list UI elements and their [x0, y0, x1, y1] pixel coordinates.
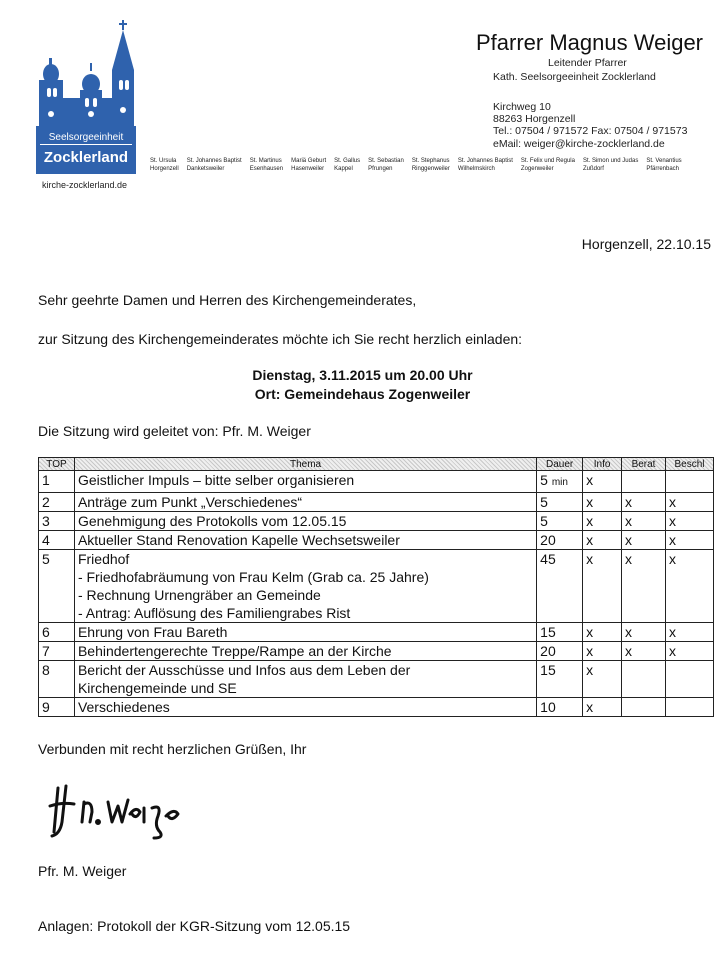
row-berat: x [622, 550, 666, 623]
row-beschl: x [666, 512, 714, 531]
row-dauer: 20 [537, 531, 583, 550]
parish-saint: St. Felix und Regula [520, 158, 575, 164]
row-beschl: x [666, 531, 714, 550]
row-top: 8 [39, 661, 75, 698]
row-dauer: 45 [537, 550, 583, 623]
row-beschl [666, 661, 714, 698]
parish-saint: St. Venantius [646, 158, 682, 164]
parish-item [521, 157, 575, 173]
row-info: x [583, 698, 622, 717]
parish-place: Horgenzell [150, 166, 179, 172]
row-berat: x [622, 642, 666, 661]
row-info: x [583, 550, 622, 623]
row-thema: Behindertengerechte Treppe/Rampe an der Kirche [74, 642, 536, 661]
parish-saint: St. Johannes Baptist [186, 158, 242, 164]
row-info: x [583, 661, 622, 698]
parish-saint: St. Stephanus [411, 158, 450, 164]
letter-date: Horgenzell, 22.10.15 [581, 236, 711, 252]
parish-item [368, 157, 404, 173]
row-berat: x [622, 623, 666, 642]
table-row [39, 698, 714, 717]
parish-item [291, 157, 326, 173]
row-info: x [583, 493, 622, 512]
row-dauer: 5 [537, 493, 583, 512]
invitation-text: zur Sitzung des Kirchengemeinderates möchte ich Sie recht herzlich einladen: [38, 331, 523, 347]
closing-text: Verbunden mit recht herzlichen Grüßen, Ihr [38, 741, 307, 757]
table-row [39, 642, 714, 661]
parish-saint: St. Ursula [150, 158, 177, 164]
row-berat [622, 661, 666, 698]
parish-item [583, 157, 638, 173]
row-dauer: 5 [537, 512, 583, 531]
row-berat [622, 698, 666, 717]
logo-line1: Seelsorgeeinheit [48, 132, 124, 143]
table-row [39, 661, 714, 698]
parish-place: Danketsweiler [186, 166, 225, 172]
row-info: x [583, 471, 622, 493]
sender-role: Leitender Pfarrer [548, 57, 627, 69]
row-berat: x [622, 531, 666, 550]
parish-place: Zußdorf [582, 166, 604, 172]
row-top: 7 [39, 642, 75, 661]
parish-item [250, 157, 283, 173]
row-thema: Aktueller Stand Renovation Kapelle Wechsetsweiler [74, 531, 536, 550]
parish-saint: St. Johannes Baptist [457, 158, 513, 164]
parish-saint: St. Simon und Judas [582, 158, 639, 164]
thema-subitem: - Antrag: Auflösung des Familiengrabes Rist [77, 605, 351, 621]
sender-city: 88263 Horgenzell [493, 113, 576, 125]
dauer-value: 5 [540, 472, 548, 488]
thema-subitem: - Rechnung Urnengräber an Gemeinde [77, 587, 321, 603]
chair-text: Die Sitzung wird geleitet von: Pfr. M. Weiger [38, 423, 311, 439]
row-top: 5 [39, 550, 75, 623]
thema-title: Friedhof [77, 551, 130, 567]
parish-saint: St. Martinus [249, 158, 282, 164]
handwritten-signature [48, 782, 198, 842]
row-top: 4 [39, 531, 75, 550]
row-beschl: x [666, 550, 714, 623]
sender-email: eMail: weiger@kirche-zocklerland.de [493, 138, 665, 150]
signature-name: Pfr. M. Weiger [38, 863, 127, 879]
row-top: 2 [39, 493, 75, 512]
logo-url: kirche-zocklerland.de [42, 180, 128, 190]
parish-place: Ringgenweiler [411, 166, 450, 172]
col-thema: Thema [74, 458, 536, 471]
sender-phone: Tel.: 07504 / 971572 Fax: 07504 / 971573 [493, 125, 688, 137]
parish-saint: St. Gallus [334, 158, 361, 164]
row-info: x [583, 642, 622, 661]
row-top: 1 [39, 471, 75, 493]
parish-place: Kappel [334, 166, 353, 172]
parish-place: Esenhausen [249, 166, 284, 172]
parish-item [334, 157, 360, 173]
sender-street: Kirchweg 10 [493, 101, 551, 113]
logo-line2: Zocklerland [43, 149, 129, 166]
row-info: x [583, 623, 622, 642]
row-thema [74, 550, 536, 623]
row-info: x [583, 531, 622, 550]
row-thema: Ehrung von Frau Bareth [74, 623, 536, 642]
agenda-header-row [39, 458, 714, 471]
col-info: Info [583, 458, 622, 471]
thema-line: Kirchengemeinde und SE [77, 680, 237, 696]
col-beschl: Beschl [666, 458, 714, 471]
col-berat: Berat [622, 458, 666, 471]
sender-name: Pfarrer Magnus Weiger [475, 30, 703, 55]
col-dauer: Dauer [537, 458, 583, 471]
parish-item [458, 157, 513, 173]
row-berat [622, 471, 666, 493]
church-logo [36, 18, 146, 178]
attachments-text: Anlagen: Protokoll der KGR-Sitzung vom 12.05.15 [38, 918, 351, 934]
agenda-table [38, 457, 714, 717]
thema-line: Bericht der Ausschüsse und Infos aus dem Leben der [77, 662, 411, 678]
table-row [39, 471, 714, 493]
row-berat: x [622, 493, 666, 512]
table-row [39, 623, 714, 642]
row-beschl: x [666, 623, 714, 642]
table-row [39, 531, 714, 550]
dauer-unit: min [551, 477, 568, 488]
table-row [39, 493, 714, 512]
parish-place: Zogenweiler [520, 166, 554, 172]
sender-org: Kath. Seelsorgeeinheit Zocklerland [493, 71, 656, 83]
parish-place: Pfärrenbach [646, 166, 680, 172]
meeting-place: Ort: Gemeindehaus Zogenweiler [254, 386, 471, 402]
parish-place: Pfrungen [368, 166, 393, 172]
parish-place: Hasenweiler [291, 166, 325, 172]
row-beschl [666, 698, 714, 717]
row-beschl: x [666, 493, 714, 512]
thema-subitem: - Friedhofabräumung von Frau Kelm (Grab ca. 25 Jahre) [77, 569, 429, 585]
row-dauer [537, 471, 583, 493]
row-beschl: x [666, 642, 714, 661]
row-beschl [666, 471, 714, 493]
row-dauer: 10 [537, 698, 583, 717]
row-thema [74, 661, 536, 698]
row-info: x [583, 512, 622, 531]
parish-place: Wilhelmskirch [457, 166, 495, 172]
row-top: 6 [39, 623, 75, 642]
parish-item [150, 157, 179, 173]
row-thema: Anträge zum Punkt „Verschiedenes“ [74, 493, 536, 512]
row-dauer: 15 [537, 623, 583, 642]
salutation: Sehr geehrte Damen und Herren des Kirchengemeinderates, [38, 292, 417, 308]
parish-list [150, 157, 710, 173]
parish-item [187, 157, 242, 173]
col-top: TOP [39, 458, 75, 471]
parish-item [646, 157, 681, 173]
parish-saint: St. Sebastian [368, 158, 404, 164]
row-berat: x [622, 512, 666, 531]
row-thema: Verschiedenes [74, 698, 536, 717]
row-thema: Genehmigung des Protokolls vom 12.05.15 [74, 512, 536, 531]
table-row [39, 512, 714, 531]
row-dauer: 20 [537, 642, 583, 661]
parish-item [412, 157, 450, 173]
row-top: 9 [39, 698, 75, 717]
table-row [39, 550, 714, 623]
parish-saint: Mariä Geburt [291, 158, 327, 164]
row-thema: Geistlicher Impuls – bitte selber organisieren [74, 471, 536, 493]
row-dauer: 15 [537, 661, 583, 698]
row-top: 3 [39, 512, 75, 531]
meeting-date: Dienstag, 3.11.2015 um 20.00 Uhr [252, 367, 473, 383]
